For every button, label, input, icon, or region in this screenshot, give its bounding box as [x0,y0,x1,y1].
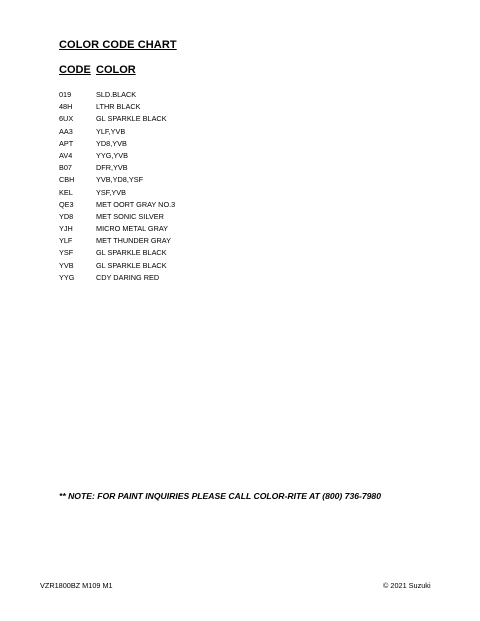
color-row [59,247,175,259]
color-row [59,272,175,284]
color-code-cell: 6UX [59,114,74,124]
color-name-cell: DFR,YVB [96,163,128,173]
color-row [59,126,175,138]
color-name-cell: CDY DARING RED [96,272,160,282]
color-code-cell: AV4 [59,150,73,160]
color-code-cell: AA3 [59,126,73,136]
color-name-cell: SLD.BLACK [96,90,137,99]
color-name-cell: GL SPARKLE BLACK [96,260,167,270]
color-name-cell: YLF,YVB [96,126,126,136]
color-row [59,174,175,186]
column-header-color: COLOR [96,64,136,76]
color-row [59,138,175,150]
color-code-cell: YYG [59,272,75,282]
color-row [59,162,175,174]
color-code-cell: YLF [59,236,73,246]
color-name-cell: GL SPARKLE BLACK [96,114,167,124]
color-row [59,235,175,247]
color-row [59,89,175,101]
color-row [59,101,175,113]
color-name-cell: MICRO METAL GRAY [96,224,169,234]
color-code-cell: 019 [59,90,72,99]
color-code-cell: B07 [59,163,72,173]
color-row [59,211,175,223]
color-row [59,113,175,125]
color-row [59,260,175,272]
column-header-code: CODE [59,64,91,76]
paint-inquiry-note: ** NOTE: FOR PAINT INQUIRIES PLEASE CALL COLOR-RITE AT (800) 736-7980 [59,491,381,501]
color-code-cell: QE3 [59,199,74,209]
color-code-list [59,89,175,284]
color-name-cell: YVB,YD8,YSF [96,175,144,185]
color-row [59,187,175,199]
column-headers [59,64,136,76]
color-row [59,199,175,211]
color-name-cell: YSF,YVB [96,187,127,197]
color-code-cell: CBH [59,175,75,185]
color-code-cell: YVB [59,260,74,270]
color-name-cell: MET OORT GRAY NO.3 [96,199,176,209]
page-title: COLOR CODE CHART [59,39,177,51]
color-row [59,223,175,235]
color-name-cell: YD8,YVB [96,138,127,148]
color-row [59,150,175,162]
color-name-cell: MET THUNDER GRAY [96,236,172,246]
color-code-cell: YD8 [59,211,74,221]
color-code-cell: 48H [59,102,73,112]
color-name-cell: MET SONIC SILVER [96,211,164,221]
color-name-cell: LTHR BLACK [96,102,141,112]
color-code-cell: YJH [59,224,73,234]
color-name-cell: GL SPARKLE BLACK [96,248,167,258]
color-code-cell: KEL [59,187,73,197]
footer-model-code: VZR1800BZ M109 M1 [40,581,113,590]
color-code-cell: YSF [59,248,74,258]
footer-copyright: © 2021 Suzuki [383,581,431,590]
color-name-cell: YYG,YVB [96,150,129,160]
color-code-cell: APT [59,138,74,148]
